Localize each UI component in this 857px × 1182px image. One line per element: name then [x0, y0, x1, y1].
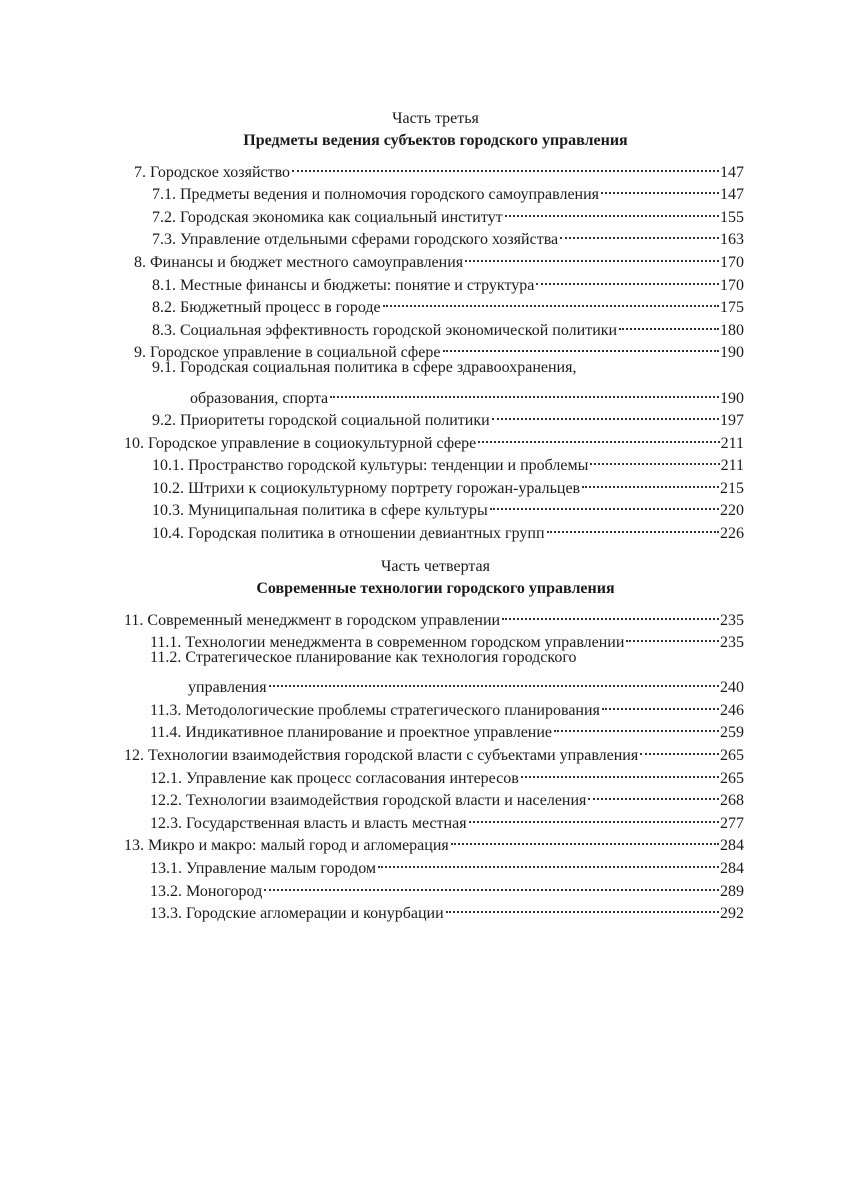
toc-section-entry[interactable]	[152, 515, 744, 542]
toc-page-number: 292	[720, 905, 744, 923]
toc-entry-title: 13.3. Городские агломерации и конурбации	[150, 905, 444, 923]
toc-page-number: 220	[720, 502, 744, 520]
toc-chapter-entry[interactable]	[124, 828, 744, 855]
toc-entry-title: 9.2. Приоритеты городской социальной политики	[152, 411, 490, 429]
toc-section-entry[interactable]	[150, 760, 744, 787]
toc-entry-title: 13.1. Управление малым городом	[150, 859, 377, 877]
dot-leader	[560, 222, 719, 245]
dot-leader	[602, 692, 719, 715]
dot-leader	[505, 199, 719, 222]
part-title: Предметы ведения субъектов городского управления	[243, 132, 628, 149]
dot-leader	[521, 760, 719, 783]
part-three	[0, 108, 857, 542]
toc-entry-title: 7.2. Городская экономика как социальный институт	[152, 208, 503, 226]
toc-page-number: 170	[720, 253, 744, 271]
toc-section-entry[interactable]	[152, 222, 744, 249]
toc-entry-title: 10. Городское управление в социокультурной сфере	[124, 434, 477, 452]
dot-leader	[478, 425, 719, 448]
toc-page-number: 235	[720, 634, 744, 652]
toc-page-number: 284	[720, 859, 744, 877]
toc-page-number: 277	[720, 814, 744, 832]
toc-entry-title: 12. Технологии взаимодействия городской власти с субъектами управления	[124, 746, 639, 764]
part-title: Современные технологии городского управления	[256, 580, 615, 597]
dot-leader	[469, 805, 719, 828]
toc-page-number: 240	[720, 679, 744, 697]
toc-entry-title-continuation: образования, спорта	[190, 389, 329, 407]
toc-section-entry[interactable]	[150, 715, 744, 742]
dot-leader	[640, 737, 719, 760]
dot-leader	[264, 873, 719, 896]
toc-entry-title: 9.1. Городская социальная политика в сфере здравоохранения,	[152, 359, 577, 377]
toc-page-number: 163	[720, 231, 744, 249]
toc-section-entry[interactable]	[152, 312, 744, 339]
dot-leader	[292, 154, 719, 177]
toc-list	[0, 602, 857, 923]
toc-section-entry[interactable]	[152, 199, 744, 226]
toc-section-entry[interactable]	[152, 448, 744, 475]
part-label: Часть третья	[392, 110, 479, 127]
dot-leader	[601, 177, 719, 200]
dot-leader	[590, 448, 719, 471]
toc-entry-title: 10.2. Штрихи к социокультурному портрету горожан-уральцев	[152, 479, 581, 497]
toc-entry-title: 13. Микро и макро: малый город и агломерация	[124, 837, 449, 855]
toc-chapter-entry[interactable]	[134, 244, 744, 271]
toc-page-number: 147	[720, 163, 744, 181]
toc-page-number: 175	[720, 299, 744, 317]
toc-chapter-entry[interactable]	[134, 335, 744, 362]
dot-leader	[588, 783, 719, 806]
toc-entry-title: 11.2. Стратегическое планирование как технология городского	[150, 649, 577, 667]
part-label: Часть четвертая	[380, 558, 491, 575]
dot-leader	[626, 625, 719, 648]
toc-page-number: 211	[720, 457, 744, 475]
dot-leader	[378, 850, 719, 873]
toc-entry-title-continuation: управления	[188, 679, 267, 697]
toc-entry-title: 10.1. Пространство городской культуры: тенденции и проблемы	[152, 457, 589, 475]
dot-leader	[582, 470, 719, 493]
dot-leader	[547, 515, 719, 538]
toc-page-number: 180	[720, 321, 744, 339]
toc-page-number: 147	[720, 186, 744, 204]
toc-page-number: 289	[720, 882, 744, 900]
toc-entry-title: 11.3. Методологические проблемы стратегического планирования	[150, 701, 600, 719]
toc-page-number: 197	[720, 411, 744, 429]
toc-page-number: 268	[720, 792, 744, 810]
toc-page-number: 246	[720, 701, 744, 719]
toc-page-number: 211	[720, 434, 744, 452]
toc-entry-title: 8.1. Местные финансы и бюджеты: понятие и структура	[152, 276, 535, 294]
toc-entry-title: 7.3. Управление отдельными сферами городского хозяйства	[152, 231, 559, 249]
toc-page-number: 170	[720, 276, 744, 294]
dot-leader	[383, 290, 719, 313]
toc-section-entry[interactable]	[150, 850, 744, 877]
toc-section-entry[interactable]	[152, 402, 744, 429]
toc-chapter-entry[interactable]	[124, 602, 744, 629]
dot-leader	[465, 244, 719, 267]
toc-entry-title: 7.1. Предметы ведения и полномочия городского самоуправления	[152, 186, 600, 204]
toc-section-entry[interactable]	[150, 896, 744, 923]
toc-chapter-entry[interactable]	[134, 154, 744, 181]
toc-entry-title: 8. Финансы и бюджет местного самоуправления	[134, 253, 464, 271]
toc-entry-title: 13.2. Моногород	[150, 882, 263, 900]
toc-entry-title: 8.2. Бюджетный процесс в городе	[152, 299, 381, 317]
toc-entry-title: 7. Городское хозяйство	[134, 163, 291, 181]
toc-page-number: 265	[720, 746, 744, 764]
dot-leader	[269, 670, 719, 693]
toc-section-entry[interactable]	[150, 783, 744, 810]
dot-leader	[451, 828, 719, 851]
toc-section-entry[interactable]	[152, 357, 744, 407]
toc-page-number: 265	[720, 769, 744, 787]
toc-chapter-entry[interactable]	[124, 425, 744, 452]
toc-entry-title: 12.1. Управление как процесс согласования интересов	[150, 769, 519, 787]
toc-section-entry[interactable]	[150, 692, 744, 719]
toc-section-entry[interactable]	[150, 647, 744, 697]
toc-entry-title: 9. Городское управление в социальной сфере	[134, 344, 441, 362]
toc-section-entry[interactable]	[152, 493, 744, 520]
toc-page-number: 235	[720, 611, 744, 629]
toc-page-number: 284	[720, 837, 744, 855]
toc-entry-title: 11.4. Индикативное планирование и проектное управление	[150, 724, 553, 742]
toc-page-number: 226	[720, 524, 744, 542]
toc-chapter-entry[interactable]	[124, 737, 744, 764]
dot-leader	[446, 896, 719, 919]
toc-entry-title: 12.2. Технологии взаимодействия городской власти и населения	[150, 792, 587, 810]
dot-leader	[443, 335, 720, 358]
dot-leader	[490, 493, 719, 516]
toc-list	[0, 154, 857, 542]
toc-entry-title: 8.3. Социальная эффективность городской экономической политики	[152, 321, 618, 339]
toc-section-entry[interactable]	[150, 805, 744, 832]
part-four	[0, 556, 857, 923]
toc-page-number: 259	[720, 724, 744, 742]
dot-leader	[492, 402, 719, 425]
toc-section-entry[interactable]	[150, 873, 744, 900]
toc-entry-title: 12.3. Государственная власть и власть местная	[150, 814, 467, 832]
toc-entry-title: 10.3. Муниципальная политика в сфере культуры	[152, 502, 488, 520]
toc-section-entry[interactable]	[152, 290, 744, 317]
toc-section-entry[interactable]	[152, 177, 744, 204]
dot-leader	[554, 715, 719, 738]
toc-entry-title: 10.4. Городская политика в отношении девиантных групп	[152, 524, 545, 542]
dot-leader	[536, 267, 719, 290]
dot-leader	[619, 312, 719, 335]
toc-page-number: 190	[720, 389, 744, 407]
toc-section-entry[interactable]	[152, 470, 744, 497]
toc-section-entry[interactable]	[150, 625, 744, 652]
dot-leader	[330, 380, 719, 403]
toc-entry-title: 11. Современный менеджмент в городском управлении	[124, 611, 501, 629]
toc-page-number: 155	[720, 208, 744, 226]
toc-page-number: 215	[720, 479, 744, 497]
dot-leader	[502, 602, 719, 625]
toc-page-number: 190	[720, 344, 744, 362]
toc-section-entry[interactable]	[152, 267, 744, 294]
toc-entry-title: 11.1. Технологии менеджмента в современном городском управлении	[150, 634, 625, 652]
